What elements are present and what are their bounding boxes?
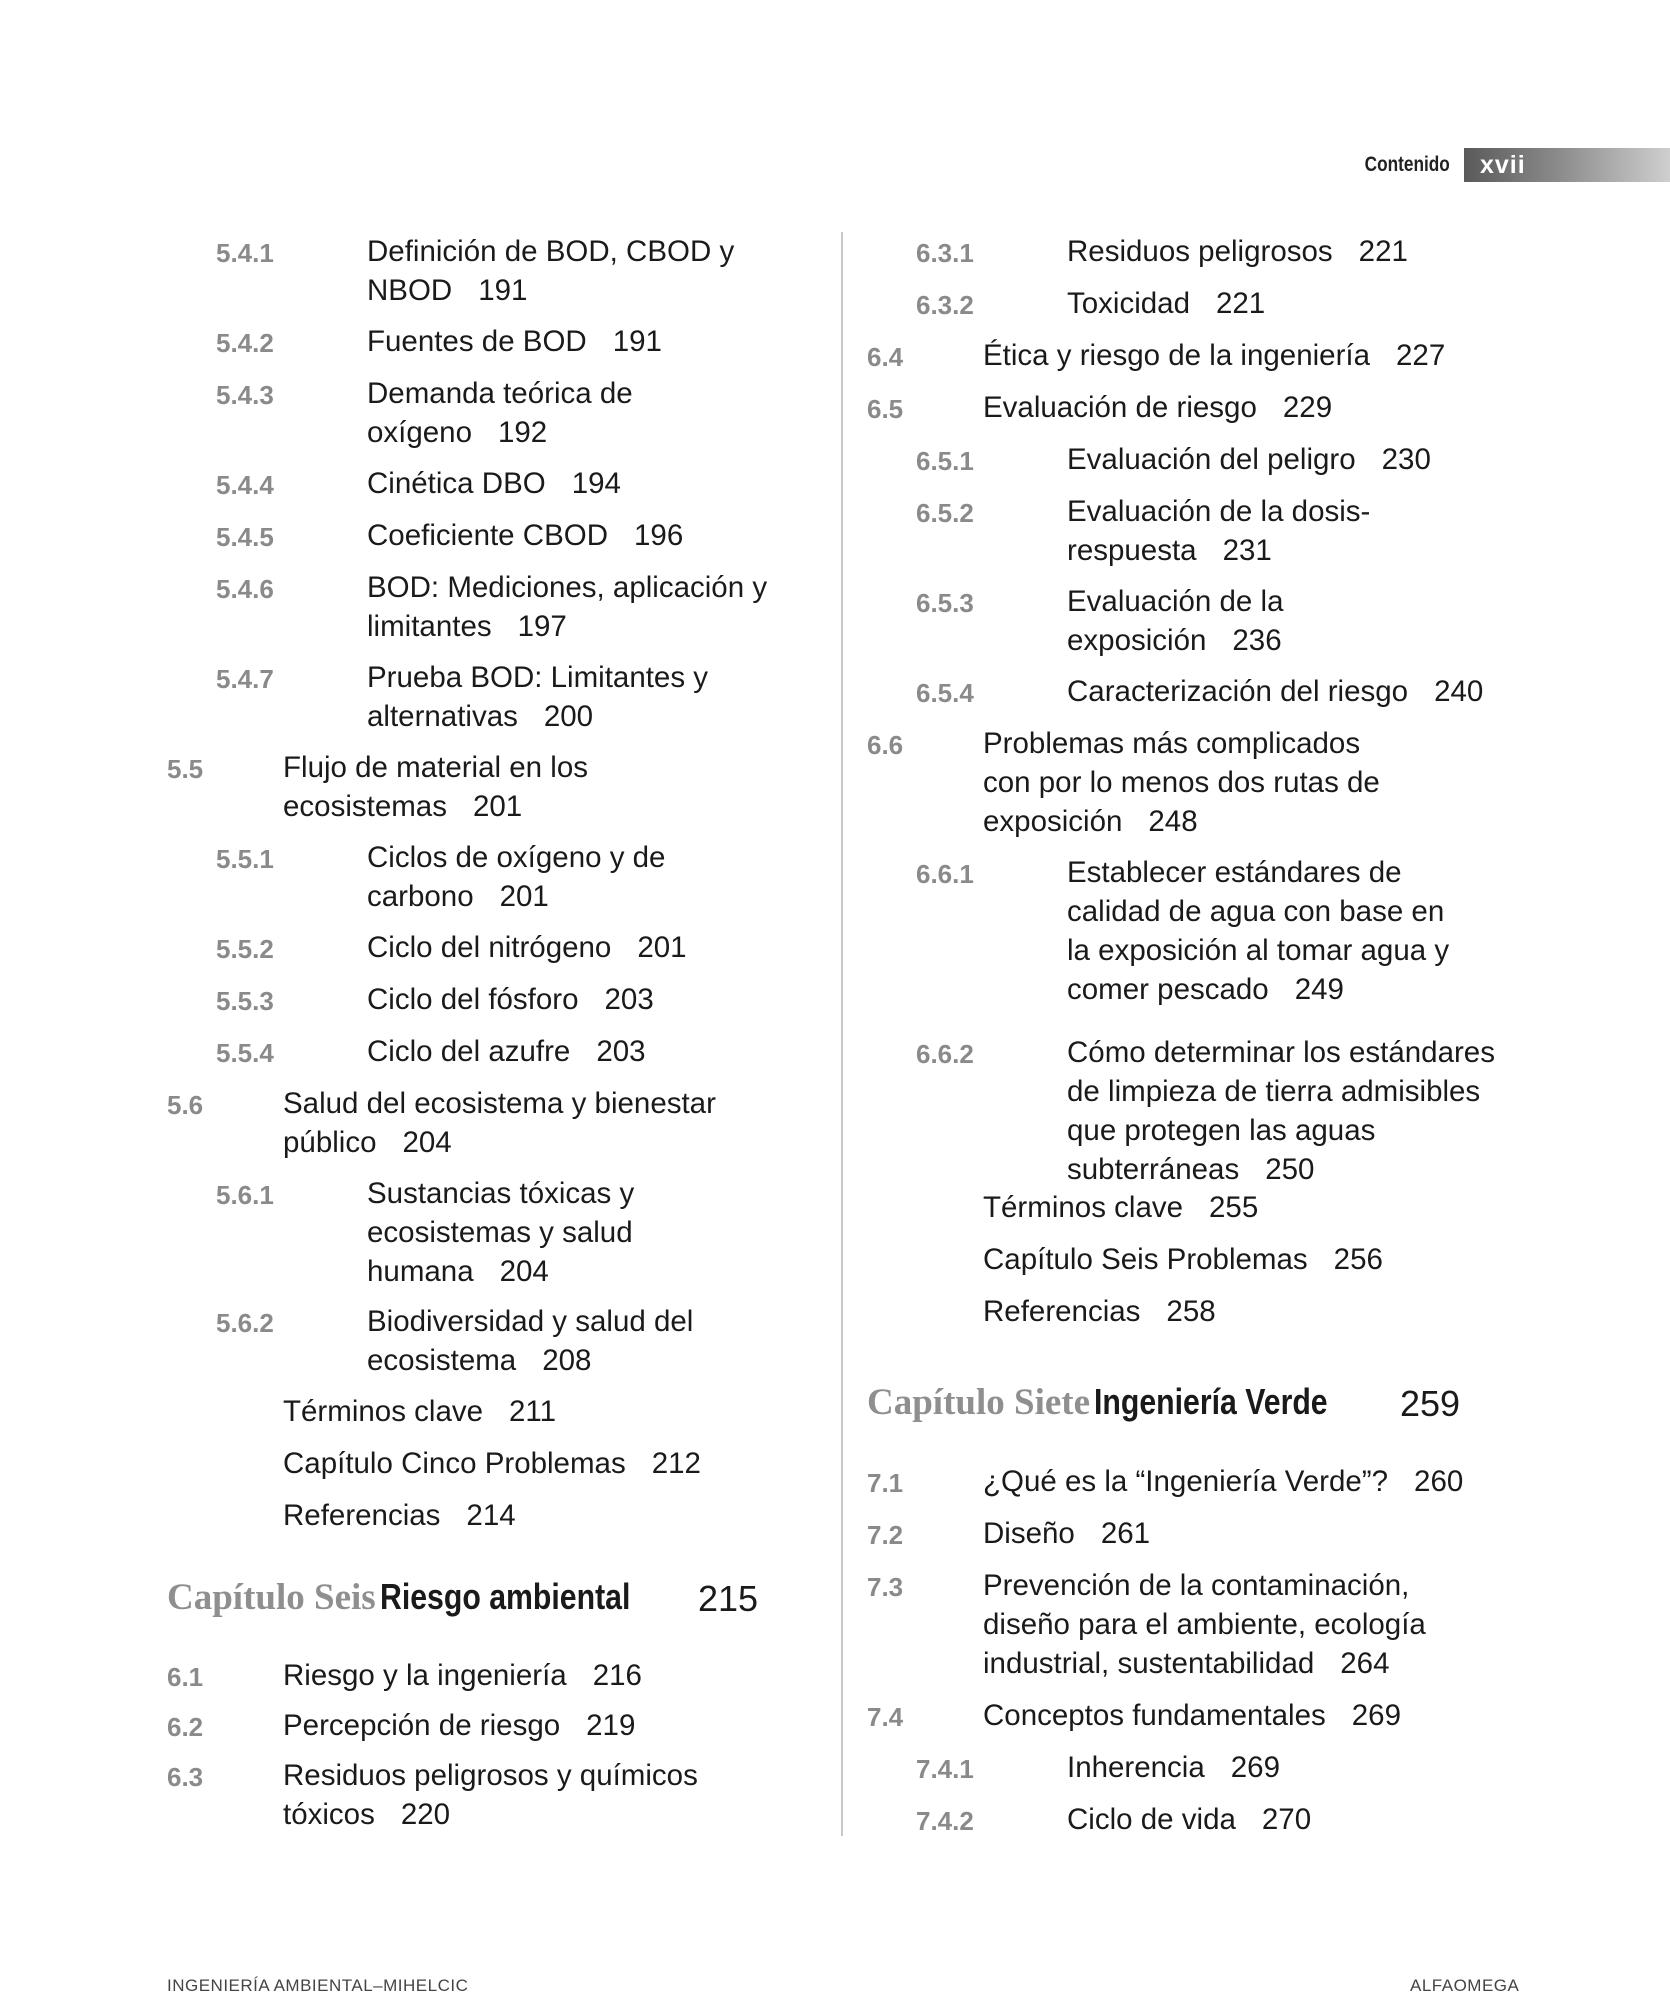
toc-entry-title — [283, 1706, 635, 1745]
toc-entry-title-line: Referencias — [983, 1295, 1141, 1328]
toc-entry-title — [983, 1240, 1383, 1279]
page-header — [1346, 148, 1670, 182]
toc-entry-number: 7.2 — [867, 1520, 904, 1550]
toc-entry-title-line: Percepción de riesgo — [283, 1709, 561, 1742]
toc-entry-page: 219 — [586, 1709, 636, 1742]
toc-entry-page: 220 — [400, 1798, 451, 1831]
toc-entry-title-line: BOD: Mediciones, aplicación y — [367, 571, 768, 604]
toc-entry-page: 214 — [466, 1499, 516, 1532]
toc-entry-number: 5.6.1 — [216, 1180, 274, 1210]
toc-entry-page: 249 — [1294, 973, 1344, 1006]
toc-entry-title — [283, 748, 588, 826]
toc-entry-number: 5.5 — [167, 754, 204, 784]
toc-entry-number: 5.6 — [167, 1090, 204, 1120]
toc-entry-page: 200 — [543, 700, 594, 733]
toc-entry-title-line: Ciclo del fósforo — [367, 983, 579, 1016]
toc-entry-number: 6.6.2 — [916, 1039, 974, 1069]
toc-entry-title-line: Términos clave — [983, 1191, 1184, 1224]
footer-book-title: INGENIERÍA AMBIENTAL–MIHELCIC — [167, 1976, 469, 1995]
toc-entry-page: 240 — [1434, 675, 1484, 708]
toc-entry-title-line: Ciclos de oxígeno y de — [367, 841, 666, 874]
toc-entry-title-line: Capítulo Cinco Problemas — [283, 1447, 626, 1480]
toc-entry-title — [367, 1032, 646, 1071]
toc-entry-number: 7.4 — [867, 1702, 904, 1732]
toc-entry-page: 260 — [1414, 1465, 1464, 1498]
toc-entry-number: 5.5.4 — [216, 1038, 274, 1068]
toc-entry-page: 230 — [1381, 443, 1431, 476]
toc-entry-title-line: Coeficiente CBOD — [367, 519, 609, 552]
toc-entry-title-line: Evaluación de la dosis- — [1067, 495, 1371, 528]
toc-entry-title — [1067, 440, 1431, 479]
toc-entry-title — [1067, 1033, 1495, 1189]
toc-entry-title — [983, 388, 1332, 427]
toc-entry-title-line: Conceptos fundamentales — [983, 1699, 1326, 1732]
toc-entry-page: 211 — [509, 1395, 557, 1428]
toc-entry-number: 5.4.6 — [216, 574, 274, 604]
toc-entry-title-line: tóxicos — [283, 1798, 375, 1831]
toc-entry-number: 6.5.3 — [916, 588, 974, 618]
toc-entry-title — [1067, 672, 1483, 711]
toc-entry-title — [1067, 492, 1370, 570]
toc-entry-title — [283, 1084, 716, 1162]
toc-entry-page: 269 — [1351, 1699, 1401, 1732]
toc-entry-title-line: Evaluación de la — [1067, 585, 1284, 618]
header-page-number: xvii — [1480, 150, 1526, 179]
toc-entry-title — [983, 1462, 1463, 1501]
toc-entry-title-line: Biodiversidad y salud del — [367, 1305, 694, 1338]
toc-entry-title-line: Diseño — [983, 1517, 1075, 1550]
toc-entry-page: 248 — [1148, 805, 1198, 838]
toc-entry-title-line: que protegen las aguas — [1067, 1114, 1376, 1147]
toc-entry-title — [283, 1496, 516, 1535]
chapter-six-name: Capítulo Seis — [167, 1577, 376, 1618]
toc-entry-page: 261 — [1100, 1517, 1151, 1550]
toc-entry-title-line: ecosistema — [367, 1344, 517, 1377]
toc-entry-number: 6.5.4 — [916, 678, 974, 708]
toc-entry-number: 6.3.1 — [916, 238, 974, 268]
toc-entry-title — [367, 838, 665, 916]
chapter-six-title: Riesgo ambiental — [380, 1576, 631, 1617]
toc-entry-title-line: de limpieza de tierra admisibles — [1067, 1075, 1481, 1108]
toc-entry-title-line: Problemas más complicados — [983, 727, 1361, 760]
toc-entry-title — [367, 322, 662, 361]
toc-entry-page: 236 — [1232, 624, 1282, 657]
toc-entry-page: 256 — [1333, 1243, 1383, 1276]
toc-entry-title-line: Toxicidad — [1067, 287, 1190, 320]
toc-entry-page: 197 — [517, 610, 567, 643]
toc-entry-number: 6.5.2 — [916, 498, 974, 528]
toc-entry-title-line: con por lo menos dos rutas de — [983, 766, 1380, 799]
toc-entry-title-line: humana — [367, 1255, 474, 1288]
toc-entry-title-line: Sustancias tóxicas y — [367, 1177, 635, 1210]
toc-entry-page: 216 — [592, 1659, 642, 1692]
toc-entry-title — [367, 516, 683, 555]
toc-entry-number: 5.5.3 — [216, 986, 274, 1016]
toc-entry-page: 212 — [651, 1447, 701, 1480]
toc-entry-title-line: Referencias — [283, 1499, 441, 1532]
toc-entry-number: 6.6.1 — [916, 859, 974, 889]
toc-entry-title-line: la exposición al tomar agua y — [1067, 934, 1450, 967]
toc-entry-title-line: Residuos peligrosos y químicos — [283, 1759, 698, 1792]
toc-entry-title — [367, 464, 621, 503]
toc-entry-title-line: Ciclo del nitrógeno — [367, 931, 612, 964]
toc-entry-title — [1067, 1800, 1311, 1839]
chapter-six-page: 215 — [698, 1578, 759, 1619]
toc-entry-title — [983, 1696, 1401, 1735]
chapter-seven-heading[interactable] — [867, 1381, 1461, 1424]
toc-entry-number: 6.6 — [867, 730, 904, 760]
toc-entry-page: 270 — [1261, 1803, 1312, 1836]
toc-entry-title-line: Prueba BOD: Limitantes y — [367, 661, 709, 694]
toc-entry-number: 7.4.1 — [916, 1754, 974, 1784]
toc-entry-title — [367, 658, 708, 736]
toc-entry-title — [983, 724, 1380, 841]
toc-entry-number: 5.4.2 — [216, 328, 274, 358]
toc-entry-number: 5.5.1 — [216, 844, 274, 874]
toc-entry-page: 201 — [499, 880, 549, 913]
toc-entry-title — [367, 374, 633, 452]
toc-entry-title-line: Ciclo del azufre — [367, 1035, 571, 1068]
toc-entry-title — [367, 232, 734, 310]
toc-entry-number: 5.4.7 — [216, 664, 274, 694]
toc-entry-page: 196 — [634, 519, 684, 552]
toc-entry-page: 194 — [571, 467, 621, 500]
toc-entry-title — [367, 568, 767, 646]
toc-entry-title-line: público — [283, 1126, 377, 1159]
toc-entry-title — [367, 1174, 634, 1291]
toc-entry-title-line: Flujo de material en los — [283, 751, 588, 784]
toc-entry-page: 192 — [497, 416, 548, 449]
toc-entry-page: 231 — [1222, 534, 1272, 567]
header-label: Contenido — [1364, 153, 1450, 176]
toc-entry-title — [983, 1514, 1150, 1553]
toc-entry-title-line: Salud del ecosistema y bienestar — [283, 1087, 716, 1120]
toc-entry-number: 6.3 — [167, 1762, 204, 1792]
toc-entry-page: 264 — [1340, 1647, 1390, 1680]
toc-entry-number: 6.1 — [167, 1662, 204, 1692]
toc-entry-number: 6.2 — [167, 1712, 204, 1742]
toc-entry-title-line: industrial, sustentabilidad — [983, 1647, 1315, 1680]
toc-entry-title-line: ecosistemas y salud — [367, 1216, 633, 1249]
header-page-bar — [1464, 148, 1670, 182]
toc-entry-title — [1067, 853, 1449, 1009]
toc-entry-number: 5.6.2 — [216, 1308, 274, 1338]
toc-entry-title — [367, 980, 654, 1019]
toc-entry-title-line: exposición — [983, 805, 1123, 838]
toc-entry-title-line: Ciclo de vida — [1067, 1803, 1236, 1836]
toc-entry-page: 204 — [499, 1255, 549, 1288]
toc-entry-number: 5.4.4 — [216, 470, 274, 500]
chapter-seven-title: Ingeniería Verde — [1094, 1381, 1329, 1422]
toc-entry-page: 204 — [402, 1126, 452, 1159]
toc-entry-page: 255 — [1209, 1191, 1259, 1224]
toc-entry-title-line: Definición de BOD, CBOD y — [367, 235, 735, 268]
toc-entry-title-line: respuesta — [1067, 534, 1197, 567]
toc-entry-number: 7.3 — [867, 1572, 904, 1602]
toc-entry-title-line: limitantes — [367, 610, 492, 643]
toc-entry-title-line: ecosistemas — [283, 790, 447, 823]
toc-entry-title — [1067, 1748, 1280, 1787]
toc-entry-number: 6.5.1 — [916, 446, 974, 476]
toc-entry-number: 6.4 — [867, 342, 904, 372]
toc-entry-title-line: Riesgo y la ingeniería — [283, 1659, 567, 1692]
toc-entry-page: 269 — [1230, 1751, 1280, 1784]
toc-entry-title — [983, 1188, 1258, 1227]
toc-entry-page: 208 — [542, 1344, 592, 1377]
toc-entry-page: 191 — [478, 274, 528, 307]
toc-entry-number: 5.4.1 — [216, 238, 274, 268]
toc-entry-number: 6.5 — [867, 394, 904, 424]
toc-entry-title-line: calidad de agua con base en — [1067, 895, 1445, 928]
chapter-seven-page: 259 — [1400, 1383, 1461, 1424]
toc-entry-title — [1067, 284, 1265, 323]
toc-entry-title — [1067, 582, 1283, 660]
toc-entry-number: 7.4.2 — [916, 1806, 974, 1836]
toc-entry-title-line: Demanda teórica de — [367, 377, 633, 410]
toc-entry-title — [367, 928, 687, 967]
toc-entry-page: 258 — [1166, 1295, 1216, 1328]
toc-entry-title-line: ¿Qué es la “Ingeniería Verde”? — [983, 1465, 1389, 1498]
toc-entry-title-line: Residuos peligrosos — [1067, 235, 1333, 268]
toc-entry-title — [983, 336, 1445, 375]
chapter-seven-name: Capítulo Siete — [867, 1382, 1091, 1423]
chapter-six-heading[interactable] — [167, 1576, 759, 1619]
toc-entry-title — [983, 1566, 1426, 1683]
toc-entry-title — [283, 1656, 642, 1695]
toc-entry-title-line: subterráneas — [1067, 1153, 1240, 1186]
toc-entry-page: 203 — [596, 1035, 646, 1068]
toc-entry-title-line: Caracterización del riesgo — [1067, 675, 1409, 708]
toc-entry-title-line: carbono — [367, 880, 474, 913]
toc-entry-title-line: oxígeno — [367, 416, 472, 449]
toc-entry-page: 221 — [1215, 287, 1266, 320]
toc-entry-title-line: Fuentes de BOD — [367, 325, 587, 358]
toc-entry-title — [983, 1292, 1216, 1331]
toc-entry-title-line: Términos clave — [283, 1395, 484, 1428]
toc-entry-title-line: Establecer estándares de — [1067, 856, 1402, 889]
toc-entry-title — [283, 1756, 698, 1834]
toc-entry-page: 250 — [1265, 1153, 1315, 1186]
toc-entry-number: 5.5.2 — [216, 934, 274, 964]
toc-entry-title-line: Evaluación de riesgo — [983, 391, 1257, 424]
toc-entry-page: 191 — [612, 325, 662, 358]
toc-entry-title-line: Cómo determinar los estándares — [1067, 1036, 1495, 1069]
toc-entry-title-line: comer pescado — [1067, 973, 1269, 1006]
toc-entry-title-line: Prevención de la contaminación, — [983, 1569, 1410, 1602]
toc-entry-title-line: Ética y riesgo de la ingeniería — [983, 339, 1371, 372]
footer-publisher: ALFAOMEGA — [1410, 1976, 1520, 1995]
toc-entry-page: 229 — [1282, 391, 1333, 424]
toc-entry-number: 7.1 — [867, 1468, 904, 1498]
toc-entry-page: 221 — [1358, 235, 1408, 268]
toc-entry-title — [367, 1302, 693, 1380]
toc-entry-title — [283, 1444, 701, 1483]
toc-entry-title-line: NBOD — [367, 274, 453, 307]
column-divider — [841, 232, 843, 1836]
toc-entry-title-line: Capítulo Seis Problemas — [983, 1243, 1308, 1276]
toc-entry-page: 201 — [472, 790, 523, 823]
toc-entry-title-line: exposición — [1067, 624, 1207, 657]
toc-entry-title — [283, 1392, 556, 1431]
toc-entry-title-line: Inherencia — [1067, 1751, 1205, 1784]
toc-entry-page: 203 — [604, 983, 654, 1016]
toc-entry-page: 201 — [637, 931, 687, 964]
toc-entry-number: 5.4.5 — [216, 522, 274, 552]
toc-entry-number: 5.4.3 — [216, 380, 274, 410]
toc-entry-title-line: Evaluación del peligro — [1067, 443, 1356, 476]
toc-entry-title-line: alternativas — [367, 700, 518, 733]
toc-entry-title-line: diseño para el ambiente, ecología — [983, 1608, 1426, 1641]
toc-entry-number: 6.3.2 — [916, 290, 974, 320]
toc-entry-page: 227 — [1396, 339, 1446, 372]
toc-entry-title-line: Cinética DBO — [367, 467, 546, 500]
toc-entry-title — [1067, 232, 1408, 271]
